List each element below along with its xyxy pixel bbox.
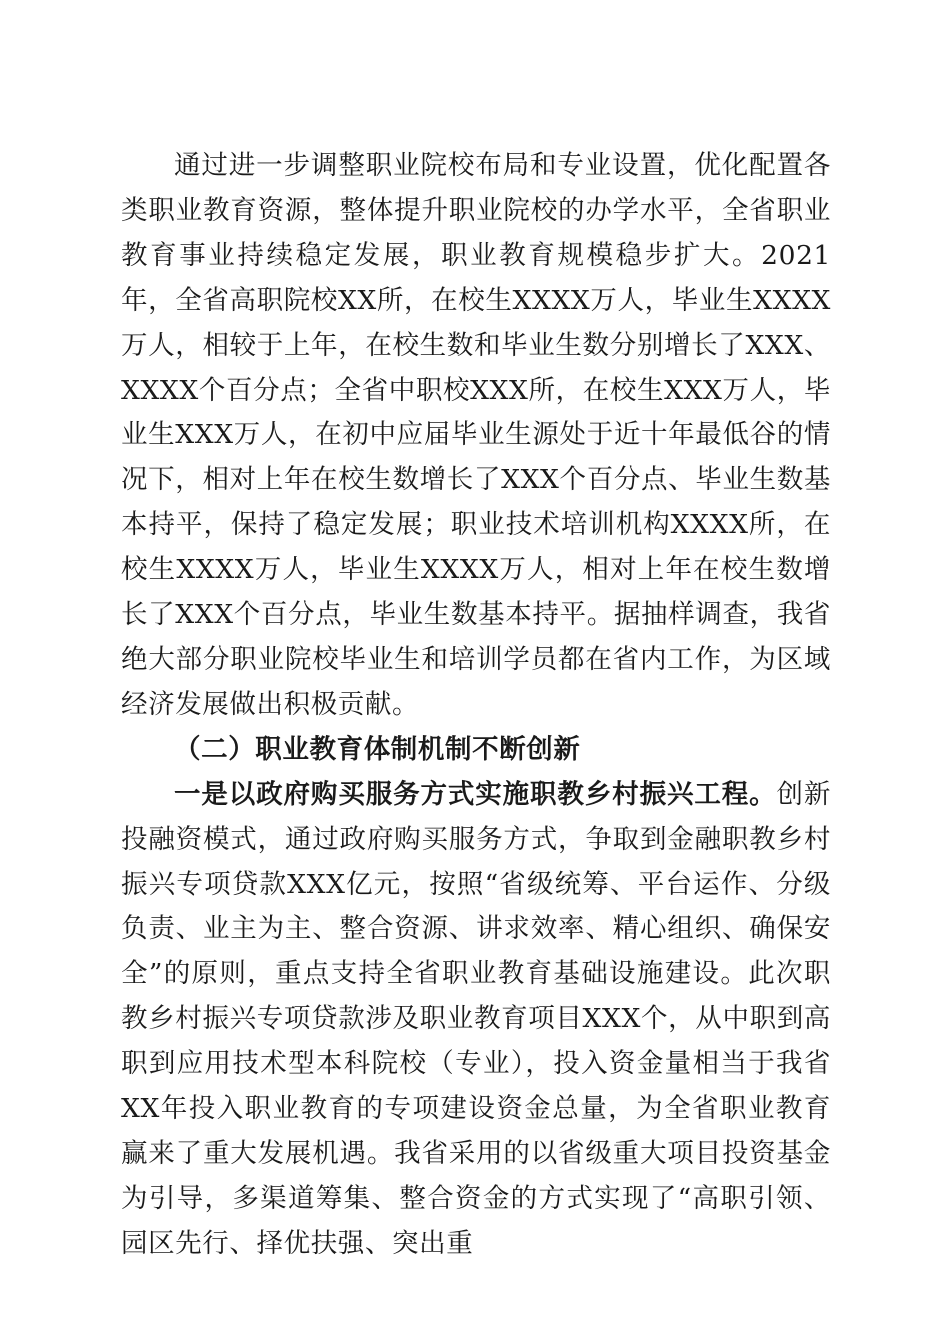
document-body [121, 144, 831, 1267]
paragraph-body-text: 创新投融资模式，通过政府购买服务方式，争取到金融职教乡村振兴专项贷款XXX亿元，按照“省级统筹、平台运作、分级负责、业主为主、整合资源、讲求效率、精心组织、确保安全”的原则，重点支持全省职业教育基础设施建设。此次职教乡村振兴专项贷款涉及职业教育项目XXX个，从中职到高职到应用技术型本科院校（专业），投入资金量相当于我省XX年投入职业教育的专项建设资金总量，为全省职业教育赢来了重大发展机遇。我省采用的以省级重大项目投资基金为引导，多渠道筹集、整合资金的方式实现了“高职引领、园区先行、择优扶强、突出重 [121, 778, 832, 1259]
paragraph-lead-sentence: 一是以政府购买服务方式实施职教乡村振兴工程。 [174, 778, 777, 810]
body-paragraph-2 [121, 773, 831, 1267]
section-heading: （二）职业教育体制机制不断创新 [174, 733, 581, 765]
body-paragraph-1: 通过进一步调整职业院校布局和专业设置，优化配置各类职业教育资源，整体提升职业院校的办学水平，全省职业教育事业持续稳定发展，职业教育规模稳步扩大。2021年，全省高职院校XX所，在校生XXXX万人，毕业生XXXX万人，相较于上年，在校生数和毕业生数分别增长了XXX、XXXX个百分点；全省中职校XXX所，在校生XXX万人，毕业生XXX万人，在初中应届毕业生源处于近十年最低谷的情况下，相对上年在校生数增长了XXX个百分点、毕业生数基本持平，保持了稳定发展；职业技术培训机构XXXX所，在校生XXXX万人，毕业生XXXX万人，相对上年在校生数增长了XXX个百分点，毕业生数基本持平。据抽样调查，我省绝大部分职业院校毕业生和培训学员都在省内工作，为区域经济发展做出积极贡献。 [121, 150, 831, 720]
